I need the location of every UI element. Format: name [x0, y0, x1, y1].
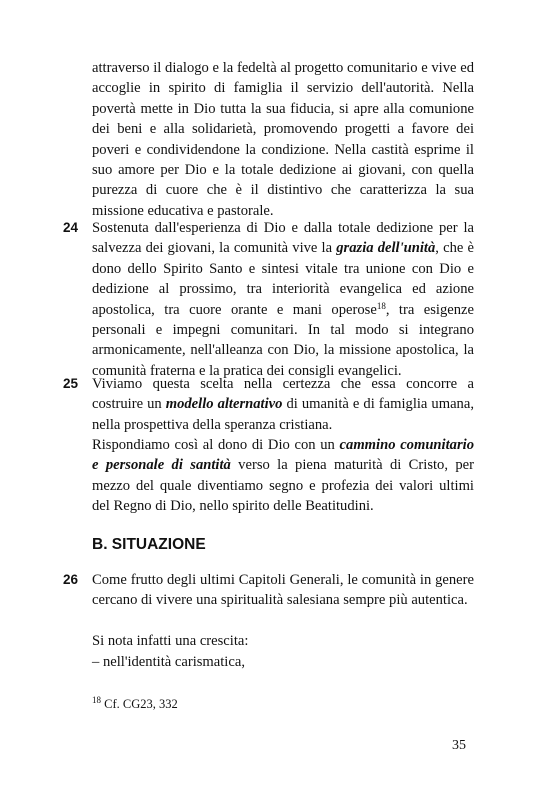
paragraph-25-emphasis: modello alternativo: [165, 396, 283, 413]
paragraph-24-text-1: Sostenuta dall'esperienza di Dio e dalla totale dedizione per la salvezza dei giovani, la comunità vive la: [92, 220, 474, 257]
paragraph-24-emphasis: grazia dell'unità: [336, 240, 436, 257]
footnote-marker: 18: [92, 695, 101, 705]
paragraph-number-25: 25: [63, 376, 79, 391]
paragraph-number-24: 24: [63, 220, 79, 235]
paragraph-25-text-2: di umanità e di famiglia umana, nella prospettiva della speranza cristiana.: [92, 396, 474, 433]
paragraph-24-text-2: , che è dono dello Spirito Santo e sintesi vitale tra unione con Dio e dedizione al prossimo, tra interiorità evangelica ed azione apostolica, tra cuore orante e mani operose: [92, 240, 474, 318]
paragraph-25b-text-1: Rispondiamo così al dono di Dio con un: [92, 437, 340, 453]
paragraph-25-continued: [92, 435, 474, 517]
paragraph-24-text-3: , tra esigenze personali e impegni comunitari. In tal modo si integrano armonicamente, nell'alleanza con Dio, la missione apostolica, la comunità fraterna e la pratica dei consigli evangelici.: [92, 301, 475, 379]
footnote: [92, 696, 178, 712]
intro-paragraph: attraverso il dialogo e la fedeltà al progetto comunitario e vive ed accoglie in spirito di famiglia il servizio dell'autorità. Nella povertà mette in Dio tutta la sua fiducia, si apre alla comunione dei beni e alla solidarietà, promovendo progetti a favore dei poveri e condividendone la condizione. Nella castità esprime il suo amore per Dio e la totale dedizione ai giovani, con quella purezza di cuore che è il distintivo che caratterizza la sua missione educativa e pastorale.: [92, 60, 474, 219]
section-heading: B. SITUAZIONE: [92, 536, 206, 553]
paragraph-25-text-1: Viviamo questa scelta nella certezza che essa concorre a costruire un: [92, 376, 474, 413]
paragraph-24: [92, 218, 474, 381]
paragraph-25b-emphasis: cammino comunitario e personale di santità: [92, 437, 474, 474]
paragraph-26-continued: Si nota infatti una crescita:: [92, 633, 249, 649]
paragraph-25b-text-2: verso la piena maturità di Cristo, per mezzo del quale diventiamo segno e profezia dei valori ultimi del Regno di Dio, nello spirito delle Beatitudini.: [92, 457, 474, 515]
list-item: – nell'identità carismatica,: [92, 654, 245, 670]
footnote-text: Cf. CG23, 332: [104, 697, 178, 711]
footnote-ref-18: 18: [376, 300, 386, 311]
paragraph-25: [92, 374, 474, 435]
page-number: 35: [452, 738, 466, 753]
paragraph-26: Come frutto degli ultimi Capitoli Generali, le comunità in genere cercano di vivere una spiritualità salesiana sempre più autentica.: [92, 572, 474, 609]
paragraph-number-26: 26: [63, 572, 79, 587]
